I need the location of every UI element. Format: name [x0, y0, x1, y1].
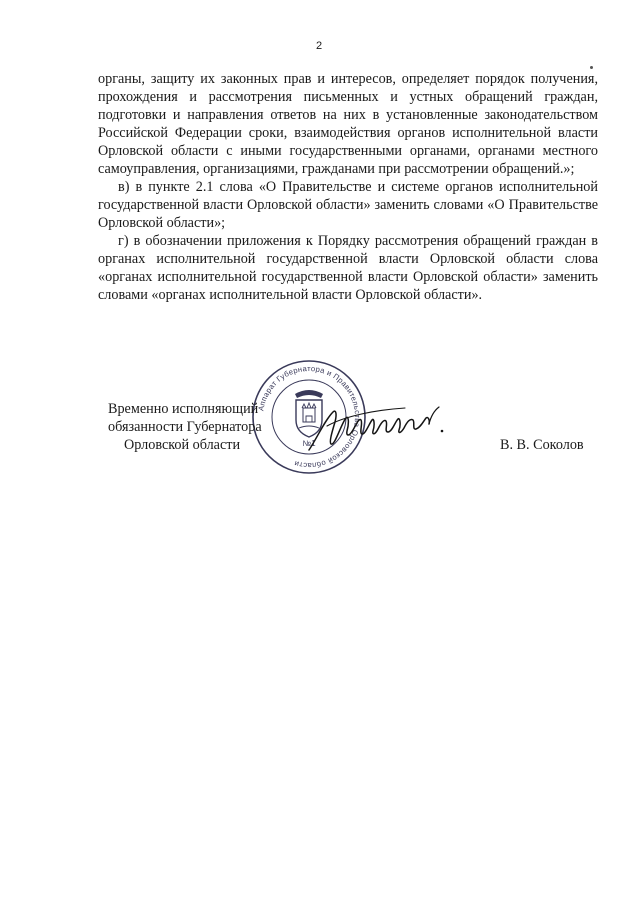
signatory-position-line3: Орловской области [124, 437, 241, 453]
paragraph-item-v: в) в пункте 2.1 слова «О Правительстве и системе органов исполнительной государственной власти Орловской области» заменить словами «О Правительстве Орловской области»; [98, 179, 598, 231]
signatory-position-line2: обязанности Губернатора [108, 419, 262, 435]
handwritten-signature [305, 398, 445, 456]
page-number: 2 [315, 40, 323, 52]
paragraph-continuation: органы, защиту их законных прав и интересов, определяет порядок получения, прохождения и рассмотрения письменных и устных обращений граждан, подготовки и направления ответов на них в установленные законодательством Российской Федерации сроки, взаимодействия органов исполнительной власти Орловской области с иными государственными органами, органами местного самоуправления, организациями, гражданами при рассмотрении обращений.»; [98, 71, 598, 177]
stamp-number: №1 [302, 439, 316, 448]
paragraph-item-g: г) в обозначении приложения к Порядку рассмотрения обращений граждан в органах исполнительной государственной власти Орловской области слова «органах исполнительной государственной власти Орловской области» заменить словами «органах исполнительной власти Орловской области». [98, 233, 598, 303]
document-body [98, 70, 598, 304]
signatory-name: В. В. Соколов [500, 437, 584, 453]
signatory-position-line1: Временно исполняющий [108, 401, 259, 417]
page-mark-dot [590, 66, 593, 69]
stamp-ring-text: Аппарат Губернатора и Правительства Орловской области [256, 363, 363, 471]
